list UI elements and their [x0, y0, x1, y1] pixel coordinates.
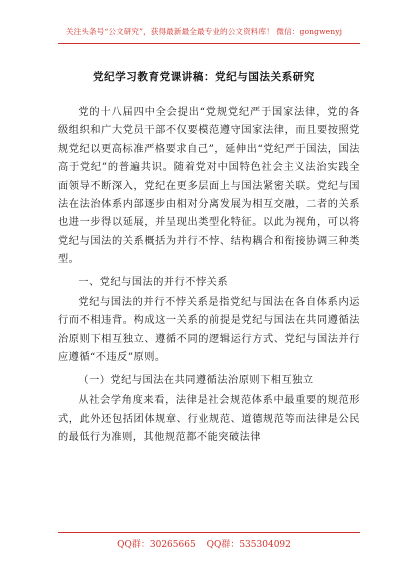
subsection-paragraph: 从社会学角度来看，法律是社会规范体系中最重要的规范形式，此外还包括团体规章、行业规范、道德规范等而法律是公民的最低行为准则，其他规范都不能突破法律 — [58, 395, 360, 443]
intro-paragraph: 党的十八届四中全会提出“党规党纪严于国家法律，党的各级组织和广大党员干部不仅要模范遵守国家法律，而且要按照党规党纪以更高标准严格要求自己”，延伸出“党纪严于国法，国法高于党纪”的普遍共识。随着党对中国特色社会主义法治实践全面领导不断深入，党纪在更多层面上与国法紧密关联。党纪与国法在法治体系内部逐步由相对分离发展为相互交融，二者的关系也进一步得以延展，并呈现出类型化特征。以此为视角，可以将党纪与国法的关系概括为并行不悖、结构耦合和衔接协调三种类型。 — [58, 107, 360, 266]
section-paragraph: 党纪与国法的并行不悖关系是指党纪与国法在各自体系内运行而不相违背。构成这一关系的前提是党纪与国法在共同遵循法治原则下相互独立、遵循不同的逻辑运行方式、党纪与国法并行应遵循“不违反”原则。 — [58, 297, 360, 364]
document-title: 党纪学习教育党课讲稿：党纪与国法关系研究 — [93, 71, 315, 83]
footer-qq-group-2[interactable]: QQ群：535304092 — [206, 540, 291, 550]
document-body — [58, 104, 360, 447]
footer-qq-group-1[interactable]: QQ群：30265665 — [117, 540, 196, 550]
header-banner[interactable]: 关注头条号“公文研究”，获得最新最全最专业的公文资料库！ 微信：gongwenyj — [65, 27, 343, 36]
header-divider — [58, 43, 360, 44]
footer-divider — [58, 532, 360, 533]
footer — [0, 537, 408, 550]
subsection-heading: （一）党纪与国法在共同遵循法治原则下相互独立 — [78, 374, 314, 386]
section-heading: 一、党纪与国法的并行不悖关系 — [78, 276, 229, 288]
